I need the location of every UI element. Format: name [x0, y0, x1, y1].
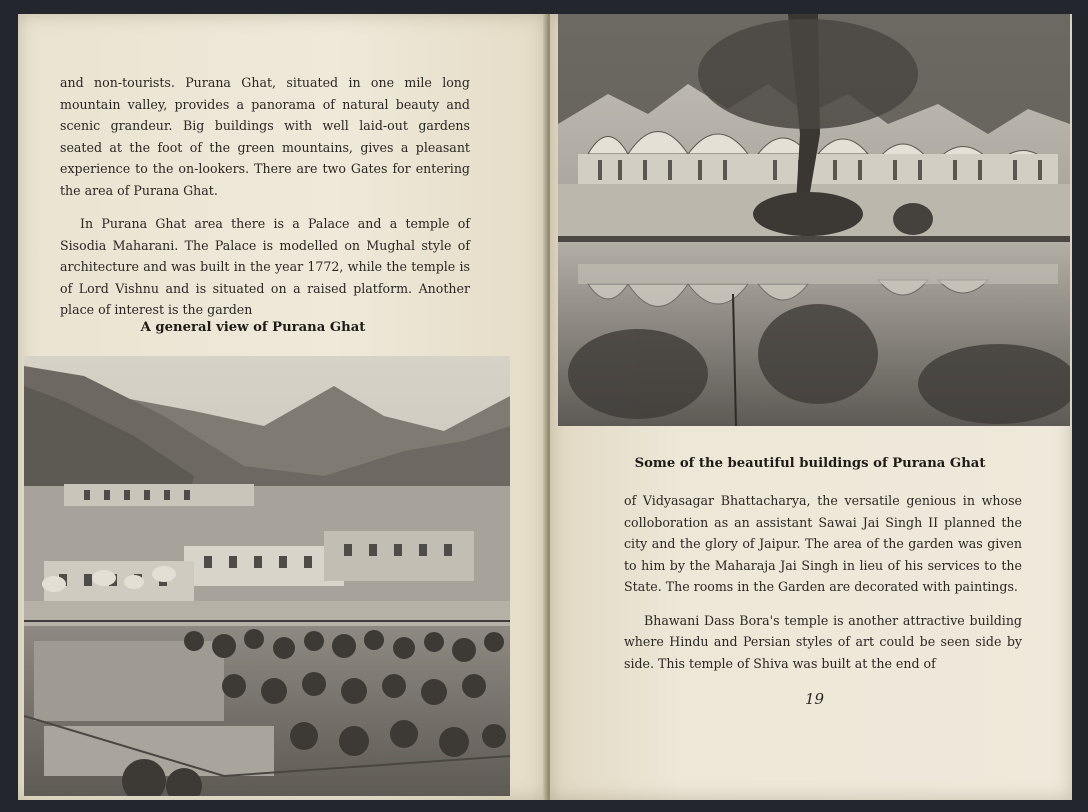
left-paragraph-2: In Purana Ghat area there is a Palace and a temple of Sisodia Maharani. The Palace is modelled on Mughal style of architecture and was built in the year 1772, while the temple is of Lord Vishnu and is situated on a raised platform. Another place of interest is the garden — [60, 216, 470, 317]
left-photo-caption: A general view of Purana Ghat — [140, 320, 366, 335]
left-page-text — [60, 72, 470, 333]
right-paragraph-2: Bhawani Dass Bora's temple is another attractive building where Hindu and Persian styles of art could be seen side by side. This temple of Shiva was built at the end of — [624, 612, 1022, 671]
right-page-text — [624, 490, 1022, 686]
purana-ghat-general-view-photo — [24, 356, 510, 796]
page-number: 19 — [805, 690, 825, 708]
left-page — [18, 14, 546, 800]
purana-ghat-buildings-photo — [558, 14, 1070, 426]
right-paragraph-1: of Vidyasagar Bhattacharya, the versatile genious in whose colloboration as an assistant Sawai Jai Singh II planned the city and the glory of Jaipur. The area of the garden was given to him by the Maharaja Jai Singh in lieu of his services to the State. The rooms in the Garden are decorated with paintings. — [624, 493, 1022, 594]
left-paragraph-1: and non-tourists. Purana Ghat, situated in one mile long mountain valley, provides a panorama of natural beauty and scenic grandeur. Big buildings with well laid-out gardens seated at the foot of the green mountains, gives a pleasant experience to the on-lookers. There are two Gates for entering the area of Purana Ghat. — [60, 75, 470, 198]
right-photo-caption: Some of the beautiful buildings of Purana Ghat — [634, 456, 986, 471]
right-page — [550, 14, 1072, 800]
